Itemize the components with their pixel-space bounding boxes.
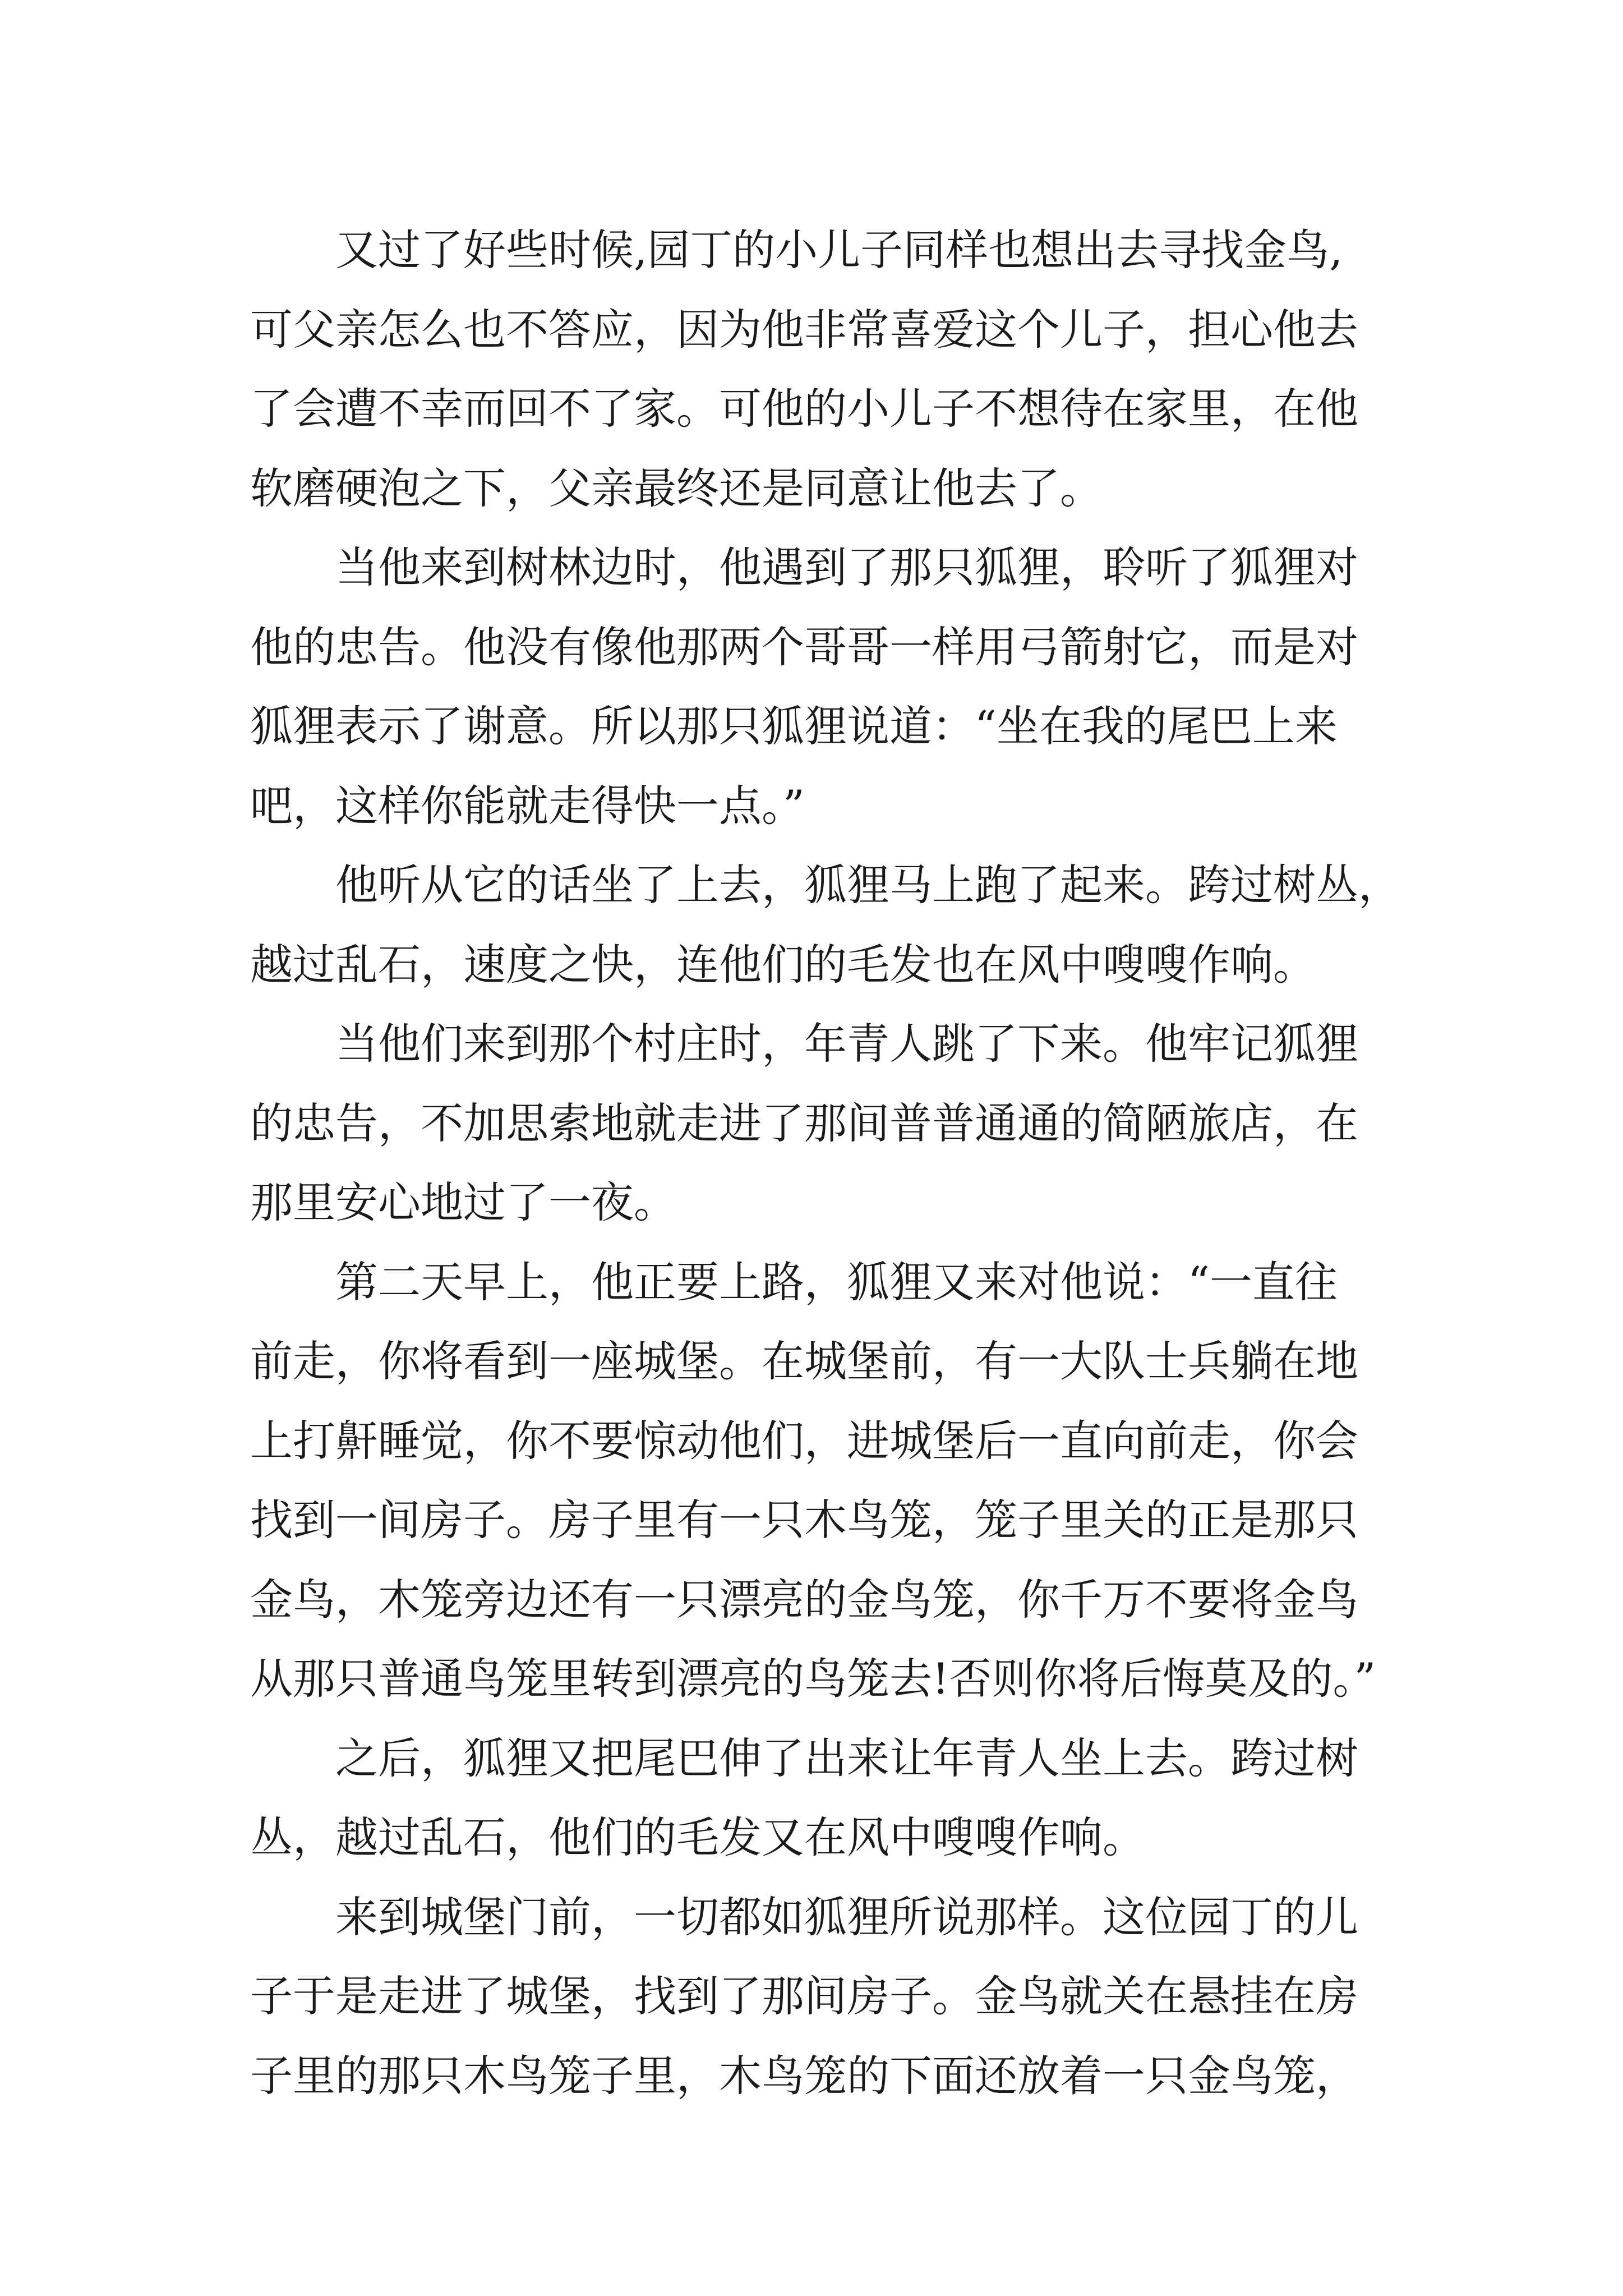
text-line: 他的忠告。他没有像他那两个哥哥一样用弓箭射它，而是对 [250,622,1358,672]
text-line: 狐狸表示了谢意。所以那只狐狸说道：“坐在我的尾巴上来 [250,701,1338,751]
text-line: 吧，这样你能就走得快一点。” [250,780,805,831]
text-line: 那里安心地过了一夜。 [250,1177,676,1227]
text-line: 又过了好些时候,园丁的小儿子同样也想出去寻找金鸟, [335,225,1343,275]
text-line: 越过乱石，速度之快，连他们的毛发也在风中嗖嗖作响。 [250,939,1316,990]
text-line: 丛，越过乱石，他们的毛发又在风中嗖嗖作响。 [250,1812,1145,1862]
text-line: 了会遭不幸而回不了家。可他的小儿子不想待在家里，在他 [250,384,1358,434]
text-line: 子里的那只木鸟笼子里，木鸟笼的下面还放着一只金鸟笼， [250,2050,1358,2101]
text-line: 从那只普通鸟笼里转到漂亮的鸟笼去!否则你将后悔莫及的。” [250,1654,1376,1704]
story-text [250,210,1439,2115]
text-line: 子于是走进了城堡，找到了那间房子。金鸟就关在悬挂在房 [250,1971,1358,2021]
text-line: 的忠告，不加思索地就走进了那间普普通通的简陋旅店，在 [250,1098,1358,1148]
text-line: 当他们来到那个村庄时，年青人跳了下来。他牢记狐狸 [335,1019,1358,1069]
text-line: 前走，你将看到一座城堡。在城堡前，有一大队士兵躺在地 [250,1336,1358,1386]
text-line: 当他来到树林边时，他遇到了那只狐狸，聆听了狐狸对 [335,542,1358,592]
text-line: 来到城堡门前，一切都如狐狸所说那样。这位园丁的儿 [335,1892,1358,1942]
text-line: 金鸟，木笼旁边还有一只漂亮的金鸟笼，你千万不要将金鸟 [250,1574,1358,1625]
text-line: 第二天早上，他正要上路，狐狸又来对他说：“一直往 [335,1257,1338,1307]
text-line: 上打鼾睡觉，你不要惊动他们，进城堡后一直向前走，你会 [250,1415,1358,1466]
text-line: 可父亲怎么也不答应，因为他非常喜爱这个儿子，担心他去 [250,304,1358,355]
text-line: 软磨硬泡之下，父亲最终还是同意让他去了。 [250,463,1103,513]
text-line: 找到一间房子。房子里有一只木鸟笼，笼子里关的正是那只 [250,1495,1358,1545]
text-line: 他听从它的话坐了上去，狐狸马上跑了起来。跨过树丛， [335,860,1401,910]
text-line: 之后，狐狸又把尾巴伸了出来让年青人坐上去。跨过树 [335,1733,1358,1783]
